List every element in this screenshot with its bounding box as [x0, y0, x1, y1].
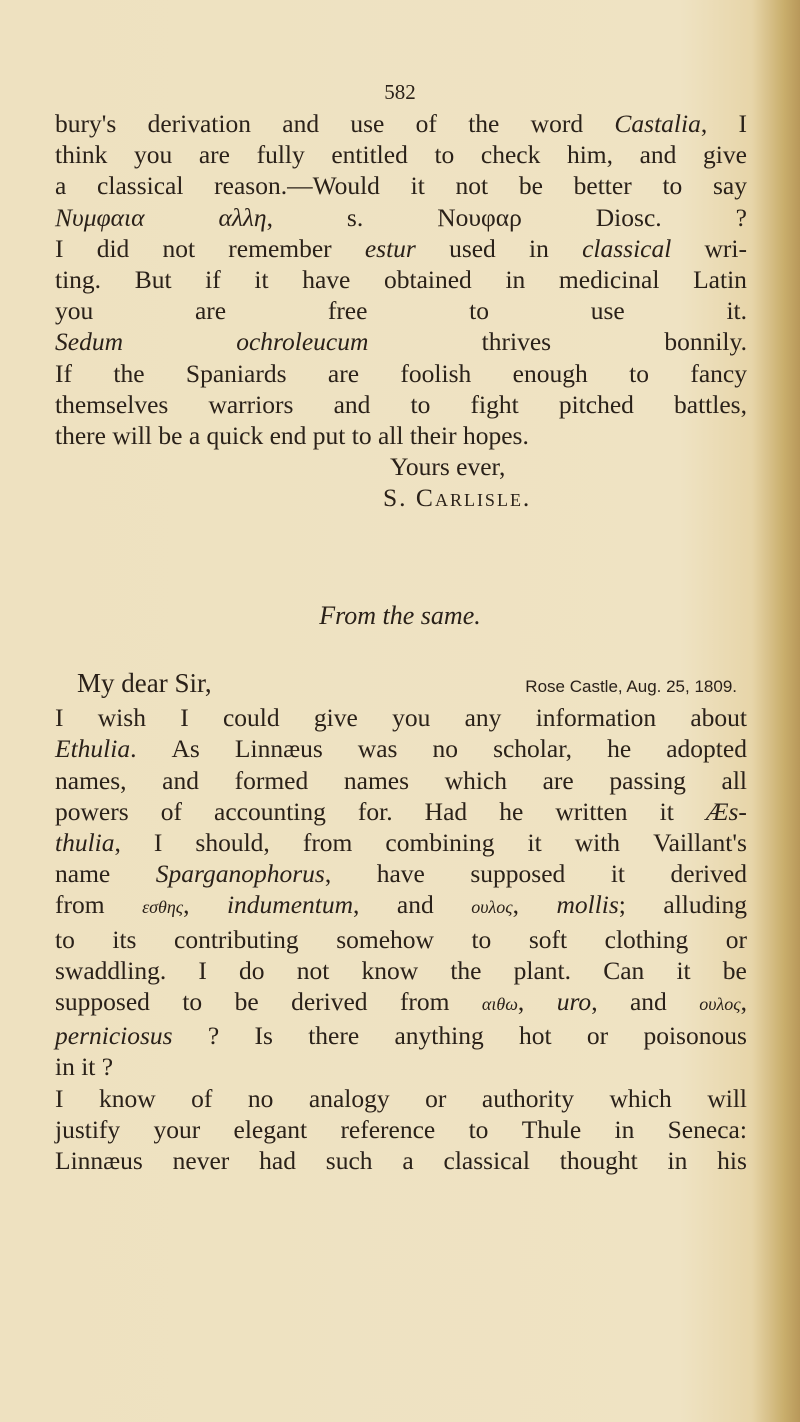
text-line	[55, 1020, 747, 1051]
italic-text: Castalia	[614, 109, 701, 138]
text-run: will	[112, 421, 159, 451]
letter-body-2	[55, 668, 747, 1176]
text-run: free	[327, 296, 368, 326]
text-run: if	[205, 265, 221, 295]
text-run: in	[505, 265, 526, 295]
text-run: a	[402, 1146, 414, 1176]
page-number: 582	[384, 80, 416, 104]
text-run: Vaillant's	[653, 828, 747, 858]
text-run: of	[415, 109, 437, 138]
text-run: or	[425, 1083, 447, 1113]
text-run: it	[610, 859, 625, 889]
text-run: to	[662, 171, 683, 201]
text-run: should,	[195, 828, 270, 858]
text-line	[55, 889, 747, 923]
text-run: and	[396, 890, 434, 920]
text-line	[55, 955, 747, 986]
text-run: anything	[394, 1021, 484, 1051]
text-run: it	[410, 171, 425, 201]
text-run: formed	[234, 765, 309, 795]
salutation: My dear Sir,	[77, 668, 212, 698]
text-run: their	[409, 421, 463, 451]
text-line	[55, 765, 747, 796]
text-run: be	[518, 171, 543, 201]
text-run: to	[471, 924, 492, 954]
italic-text: Sparganophorus	[155, 859, 325, 889]
text-run: names,	[55, 765, 127, 795]
text-run: the	[468, 109, 500, 138]
text-run: from	[302, 828, 353, 858]
word	[699, 986, 747, 1020]
text-run: your	[153, 1114, 201, 1144]
text-line	[55, 295, 747, 326]
italic-text: Ethulia	[55, 734, 131, 764]
text-run: it	[527, 828, 542, 858]
text-run: I	[180, 703, 189, 733]
text-run: But	[134, 265, 172, 295]
text-run: to	[434, 140, 455, 170]
text-line	[55, 170, 747, 201]
text-run: .	[130, 734, 137, 764]
signature	[55, 482, 747, 513]
text-run: be	[722, 955, 747, 985]
italic-text: estur	[364, 233, 416, 263]
text-run: give	[313, 703, 358, 733]
text-run: s.	[346, 202, 364, 232]
word	[582, 233, 671, 264]
text-run: no	[432, 734, 459, 764]
text-run: are	[198, 140, 230, 170]
text-run: end	[269, 421, 313, 451]
text-run: to	[469, 296, 490, 326]
text-run: clothing	[604, 924, 689, 954]
text-run: do	[239, 955, 265, 985]
italic-text: thulia	[55, 828, 115, 858]
italic-text: ουλος	[471, 897, 513, 918]
text-line	[55, 858, 747, 889]
word	[614, 108, 707, 139]
text-run: ;	[618, 890, 626, 920]
text-run: names	[343, 765, 410, 795]
text-run: analogy	[308, 1083, 390, 1113]
text-run: authority	[481, 1083, 574, 1113]
word	[156, 858, 331, 889]
text-run: about	[690, 703, 747, 733]
closing	[55, 451, 747, 482]
text-run: swaddling.	[55, 955, 167, 985]
text-run: and	[639, 140, 677, 170]
text-run: it	[659, 796, 674, 826]
text-run: contributing	[174, 924, 299, 954]
text-run: reference	[340, 1114, 436, 1144]
text-run: no	[247, 1083, 274, 1113]
text-run: derived	[291, 987, 368, 1017]
text-run: ?	[101, 1052, 114, 1082]
text-run: hopes.	[462, 421, 529, 451]
text-run: be	[234, 987, 259, 1017]
text-line	[55, 702, 747, 733]
dateline: Rose Castle, Aug. 25, 1809.	[525, 677, 737, 696]
text-run: he	[499, 796, 524, 826]
text-run: to	[629, 358, 649, 388]
text-run: it.	[726, 296, 747, 326]
text-run: bonnily.	[664, 327, 747, 357]
text-run: are	[542, 765, 574, 795]
text-run: supposed	[55, 987, 150, 1017]
text-run: I	[738, 109, 747, 138]
text-run: check	[480, 140, 541, 170]
text-run: did	[96, 233, 130, 263]
word	[365, 233, 416, 264]
text-run: use	[350, 109, 385, 138]
text-run: and	[629, 987, 667, 1017]
text-run: elegant	[233, 1114, 308, 1144]
text-run: wish	[97, 703, 146, 733]
word	[227, 889, 359, 923]
text-run: ,	[700, 109, 708, 138]
italic-text: αιθω	[481, 994, 518, 1015]
text-run: foolish	[400, 358, 472, 388]
text-line	[55, 1083, 747, 1114]
text-run: the	[450, 955, 482, 985]
text-line	[55, 264, 747, 295]
text-run: to	[182, 987, 203, 1017]
text-run: reason.—Would	[214, 171, 380, 201]
text-run: better	[573, 171, 632, 201]
text-run: name	[55, 859, 111, 889]
text-run: or	[586, 1021, 609, 1051]
text-run: in	[529, 233, 549, 263]
text-run: its	[112, 924, 137, 954]
text-run: derived	[670, 859, 747, 889]
text-run: the	[113, 358, 145, 388]
letter-body-1	[55, 108, 747, 514]
text-run: Diosc.	[595, 202, 662, 232]
text-run: remember	[228, 233, 332, 263]
word	[556, 889, 625, 923]
text-run: Is	[254, 1021, 273, 1051]
text-run: classical	[443, 1146, 530, 1176]
text-run: give	[703, 140, 747, 170]
text-run: ,	[114, 828, 121, 858]
text-run: enough	[512, 358, 588, 388]
text-run: say	[713, 171, 747, 201]
text-line	[55, 1114, 747, 1145]
text-run: and	[333, 389, 371, 419]
text-run: classical	[97, 171, 184, 201]
text-run: such	[325, 1146, 373, 1176]
text-line	[55, 733, 747, 764]
text-run: bury's	[55, 109, 117, 138]
text-run: quick	[206, 421, 270, 451]
text-run: and	[162, 765, 199, 795]
text-run: justify	[55, 1114, 121, 1144]
text-run: there	[308, 1021, 360, 1051]
text-run: ?	[735, 202, 747, 232]
text-run: somehow	[336, 924, 434, 954]
text-run: he	[607, 734, 632, 764]
text-run: think	[55, 140, 108, 170]
text-run: I	[55, 703, 64, 733]
text-run: battles,	[674, 389, 747, 419]
section-heading: From the same.	[319, 601, 481, 630]
text-run: Seneca:	[667, 1114, 747, 1144]
text-line	[55, 827, 747, 858]
text-run: ,	[740, 987, 747, 1017]
text-run: ,	[512, 890, 519, 920]
text-run: accounting	[214, 796, 326, 826]
text-run: his	[717, 1146, 747, 1176]
text-run: with	[574, 828, 621, 858]
text-run: As	[171, 734, 200, 764]
text-run: entitled	[331, 140, 408, 170]
text-run: in	[614, 1114, 635, 1144]
italic-text: mollis	[556, 890, 619, 920]
text-run: will	[707, 1083, 747, 1113]
text-line	[55, 924, 747, 955]
text-run: ,	[591, 987, 598, 1017]
text-line	[55, 202, 747, 233]
text-run: I	[55, 233, 64, 263]
text-run: had	[259, 1146, 296, 1176]
word	[55, 733, 136, 764]
closing-text: Yours ever,	[390, 452, 506, 482]
text-run: Linnæus	[234, 734, 323, 764]
text-run: ,	[324, 859, 332, 889]
text-run: fully	[256, 140, 305, 170]
text-line	[55, 389, 747, 420]
text-run: to	[351, 421, 378, 451]
text-run: are	[194, 296, 227, 326]
text-run: used	[449, 233, 496, 263]
text-run: supposed	[470, 859, 566, 889]
text-run: Spaniards	[185, 358, 287, 388]
text-run: obtained	[383, 265, 472, 295]
word	[142, 889, 189, 923]
italic-text: uro	[556, 987, 592, 1017]
text-line	[55, 1051, 747, 1082]
text-run: know	[99, 1083, 156, 1113]
text-run: could	[222, 703, 280, 733]
text-run: ,	[517, 987, 525, 1017]
text-run: I	[153, 828, 163, 858]
text-run: which	[609, 1083, 672, 1113]
text-run: I	[198, 955, 207, 985]
text-line	[55, 108, 747, 139]
text-run: soft	[528, 924, 568, 954]
text-run: a	[55, 171, 67, 201]
word	[55, 827, 121, 858]
text-run: use	[590, 296, 625, 326]
text-run: ,	[353, 890, 360, 920]
text-run: Νουφαρ	[437, 202, 522, 232]
italic-text: Νυμφαια	[55, 202, 145, 232]
salutation-line	[55, 668, 747, 702]
text-run: passing	[609, 765, 686, 795]
text-run: thought	[559, 1146, 638, 1176]
text-run: was	[357, 734, 398, 764]
text-run: all	[377, 421, 410, 451]
text-run: derivation	[147, 109, 251, 138]
text-run: Thule	[521, 1114, 582, 1144]
text-line	[55, 233, 747, 264]
text-run: not	[162, 233, 196, 263]
text-run: any	[464, 703, 502, 733]
text-run: fight	[470, 389, 519, 419]
text-run: medicinal	[558, 265, 660, 295]
text-run: Can	[603, 955, 645, 985]
text-line	[55, 358, 747, 389]
text-run: ,	[183, 890, 190, 920]
italic-text: classical	[582, 233, 672, 263]
text-run: not	[455, 171, 489, 201]
italic-text: εσθης	[142, 897, 184, 918]
italic-text: αλλη	[218, 202, 267, 232]
text-run: ?	[207, 1021, 220, 1051]
text-run: have	[302, 265, 351, 295]
text-run: are	[327, 358, 360, 388]
text-line	[55, 796, 747, 827]
italic-text: perniciosus	[55, 1021, 173, 1051]
text-line	[55, 326, 747, 357]
text-line	[55, 1145, 747, 1176]
text-run: wri-	[704, 233, 747, 263]
text-run: to	[410, 389, 431, 419]
italic-text: ochroleucum	[236, 327, 369, 357]
text-run: it	[254, 265, 269, 295]
text-run: and	[282, 109, 320, 138]
text-run: ting.	[55, 265, 102, 295]
text-run: for.	[357, 796, 393, 826]
italic-text: indumentum	[226, 890, 354, 920]
text-run: plant.	[513, 955, 572, 985]
text-run: combining	[385, 828, 495, 858]
text-run: ,	[266, 202, 273, 232]
text-run: put	[312, 421, 352, 451]
text-run: of	[191, 1083, 213, 1113]
italic-text: Æs-	[705, 796, 747, 826]
italic-text: ουλος	[699, 994, 741, 1015]
text-run: him,	[566, 140, 613, 170]
text-run: thrives	[481, 327, 552, 357]
text-run: poisonous	[643, 1021, 747, 1051]
text-run: be	[158, 421, 189, 451]
text-run: themselves	[55, 389, 169, 419]
text-run: a	[188, 421, 207, 451]
text-run: Had	[424, 796, 468, 826]
text-run: pitched	[558, 389, 634, 419]
text-run: warriors	[208, 389, 294, 419]
text-run: Latin	[693, 265, 747, 295]
text-run: never	[172, 1146, 230, 1176]
text-run: word	[530, 109, 584, 138]
text-run: have	[376, 859, 425, 889]
text-run: you	[55, 296, 94, 326]
text-run: from	[55, 890, 105, 920]
text-run: know	[361, 955, 419, 985]
text-run: you	[392, 703, 431, 733]
text-run: written	[555, 796, 628, 826]
word	[218, 202, 273, 233]
text-run: I	[55, 1083, 64, 1113]
text-run: there	[55, 421, 113, 451]
text-run: in	[667, 1146, 688, 1176]
text-line	[55, 139, 747, 170]
text-run: not	[296, 955, 330, 985]
text-run: adopted	[666, 734, 747, 764]
word	[557, 986, 598, 1020]
italic-text: Sedum	[55, 327, 123, 357]
text-line	[55, 420, 747, 451]
text-run: it	[676, 955, 691, 985]
text-run: in	[55, 1052, 82, 1082]
text-run: If	[55, 358, 72, 388]
text-line	[55, 986, 747, 1020]
text-run: scholar,	[493, 734, 573, 764]
text-run: Linnæus	[55, 1146, 143, 1176]
text-run: which	[444, 765, 507, 795]
text-run: alluding	[663, 890, 747, 920]
word	[55, 1020, 173, 1051]
text-run: to	[55, 924, 75, 954]
word	[236, 326, 368, 357]
text-run: or	[725, 924, 747, 954]
text-run: hot	[519, 1021, 552, 1051]
text-run: information	[535, 703, 657, 733]
word	[471, 889, 519, 923]
text-run: fancy	[690, 358, 747, 388]
text-run: it	[81, 1052, 102, 1082]
signature-text: S. Carlisle.	[383, 483, 532, 513]
text-run: powers	[55, 796, 129, 826]
word	[482, 986, 524, 1020]
text-run: from	[399, 987, 450, 1017]
text-run: to	[468, 1114, 489, 1144]
text-run: of	[160, 796, 182, 826]
text-run: all	[721, 765, 747, 795]
text-run: you	[134, 140, 173, 170]
